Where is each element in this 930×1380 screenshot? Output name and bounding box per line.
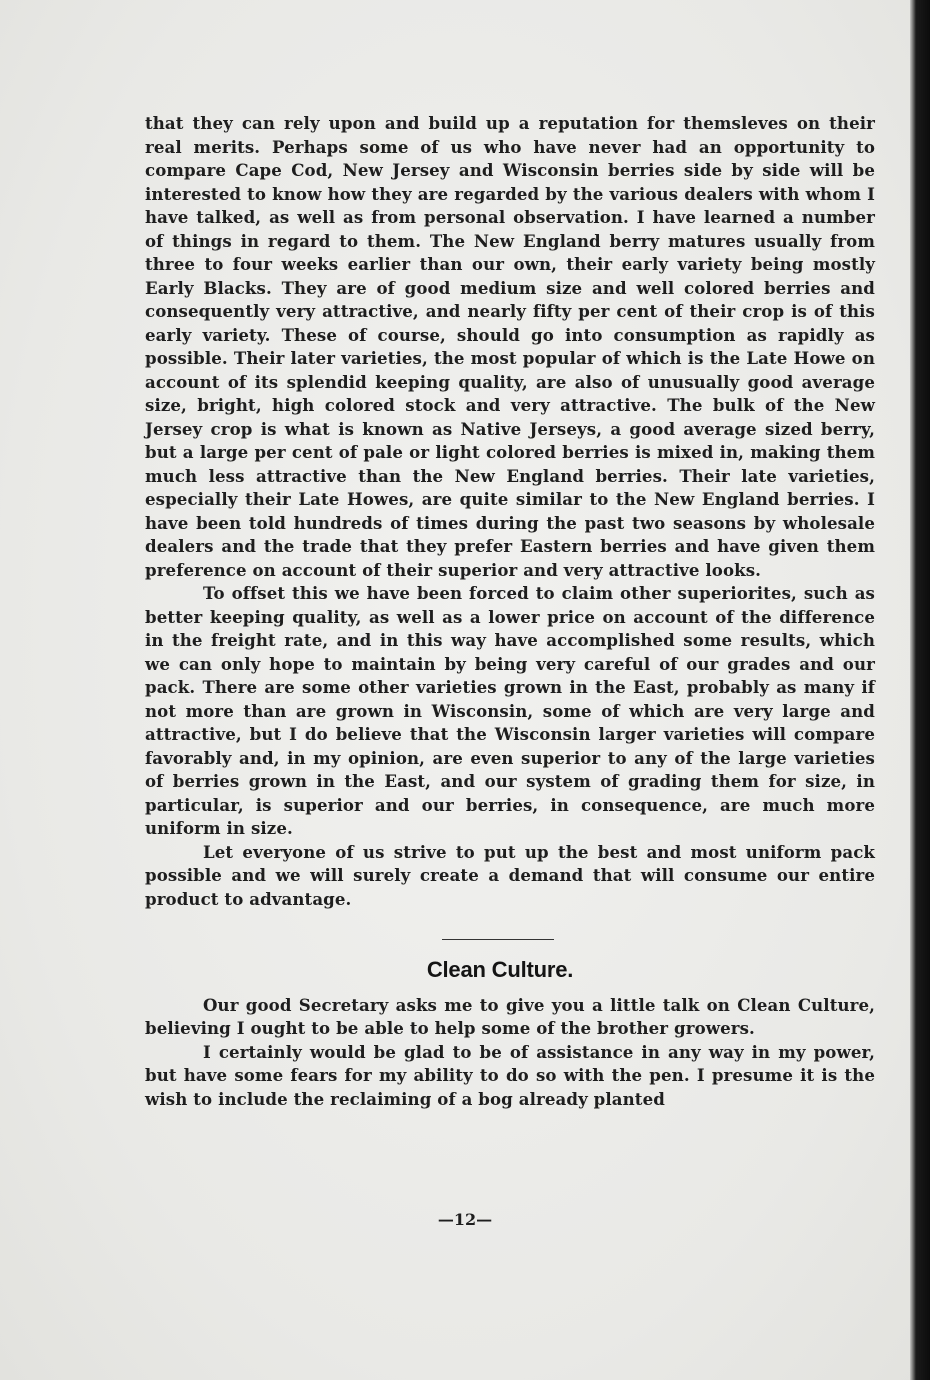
paragraph-strive: Let everyone of us strive to put up the best and most uniform pack possible and we will surely create a demand that will consume our entire product to advantage.	[145, 841, 875, 909]
paragraph-assistance: I certainly would be glad to be of assistance in any way in my power, but have some fears for my ability to do so with the pen. I presume it is the wish to include the reclaiming of a bog already planted	[145, 1041, 875, 1109]
paragraph-continued: that they can rely upon and build up a reputation for themsleves on their real merits. Perhaps some of us who have never had an opportunity to compare Cape Cod, New Jersey and Wisconsin berries side by side will be interested to know how they are regarded by the various dealers with whom I have talked, as well as from personal observation. I have learned a number of things in regard to them. The New England berry matures usually from three to four weeks earlier than our own, their early variety being mostly Early Blacks. They are of good medium size and well colored berries and consequently very attractive, and nearly fifty per cent of their crop is of this early variety. These of course, should go into consumption as rapidly as possible. Their later varieties, the most popular of which is the Late Howe on account of its splendid keeping quality, are also of unusually good average size, bright, high colored stock and very attractive. The bulk of the New Jersey crop is what is known as Native Jerseys, a good average sized berry, but a large per cent of pale or light colored berries is mixed in, making them much less attractive than the New England berries. Their late varieties, especially their Late Howes, are quite similar to the New England berries. I have been told hundreds of times during the past two seasons by wholesale dealers and the trade that they prefer Eastern berries and have given them preference on account of their superior and very attractive looks.	[145, 113, 875, 580]
body-text	[145, 112, 875, 1111]
paragraph-offset: To offset this we have been forced to claim other superiorites, such as better keeping quality, as well as a lower price on account of the difference in the freight rate, and in this way have accomplished some results, which we can only hope to maintain by being very careful of our grades and our pack. There are some other varieties grown in the East, probably as many if not more than are grown in Wisconsin, some of which are very large and attractive, but I do believe that the Wisconsin larger varieties will compare favorably and, in my opinion, are even superior to any of the large varieties of berries grown in the East, and our system of grading them for size, in particular, is superior and our berries, in consequence, are much more uniform in size.	[145, 583, 875, 838]
paragraph-secretary: Our good Secretary asks me to give you a little talk on Clean Culture, believing I ought to be able to help some of the brother growers.	[145, 994, 875, 1038]
section-divider	[442, 939, 554, 940]
section-heading: Clean Culture.	[426, 957, 574, 982]
scan-edge	[910, 0, 930, 1380]
page-number: —12—	[437, 1210, 493, 1229]
